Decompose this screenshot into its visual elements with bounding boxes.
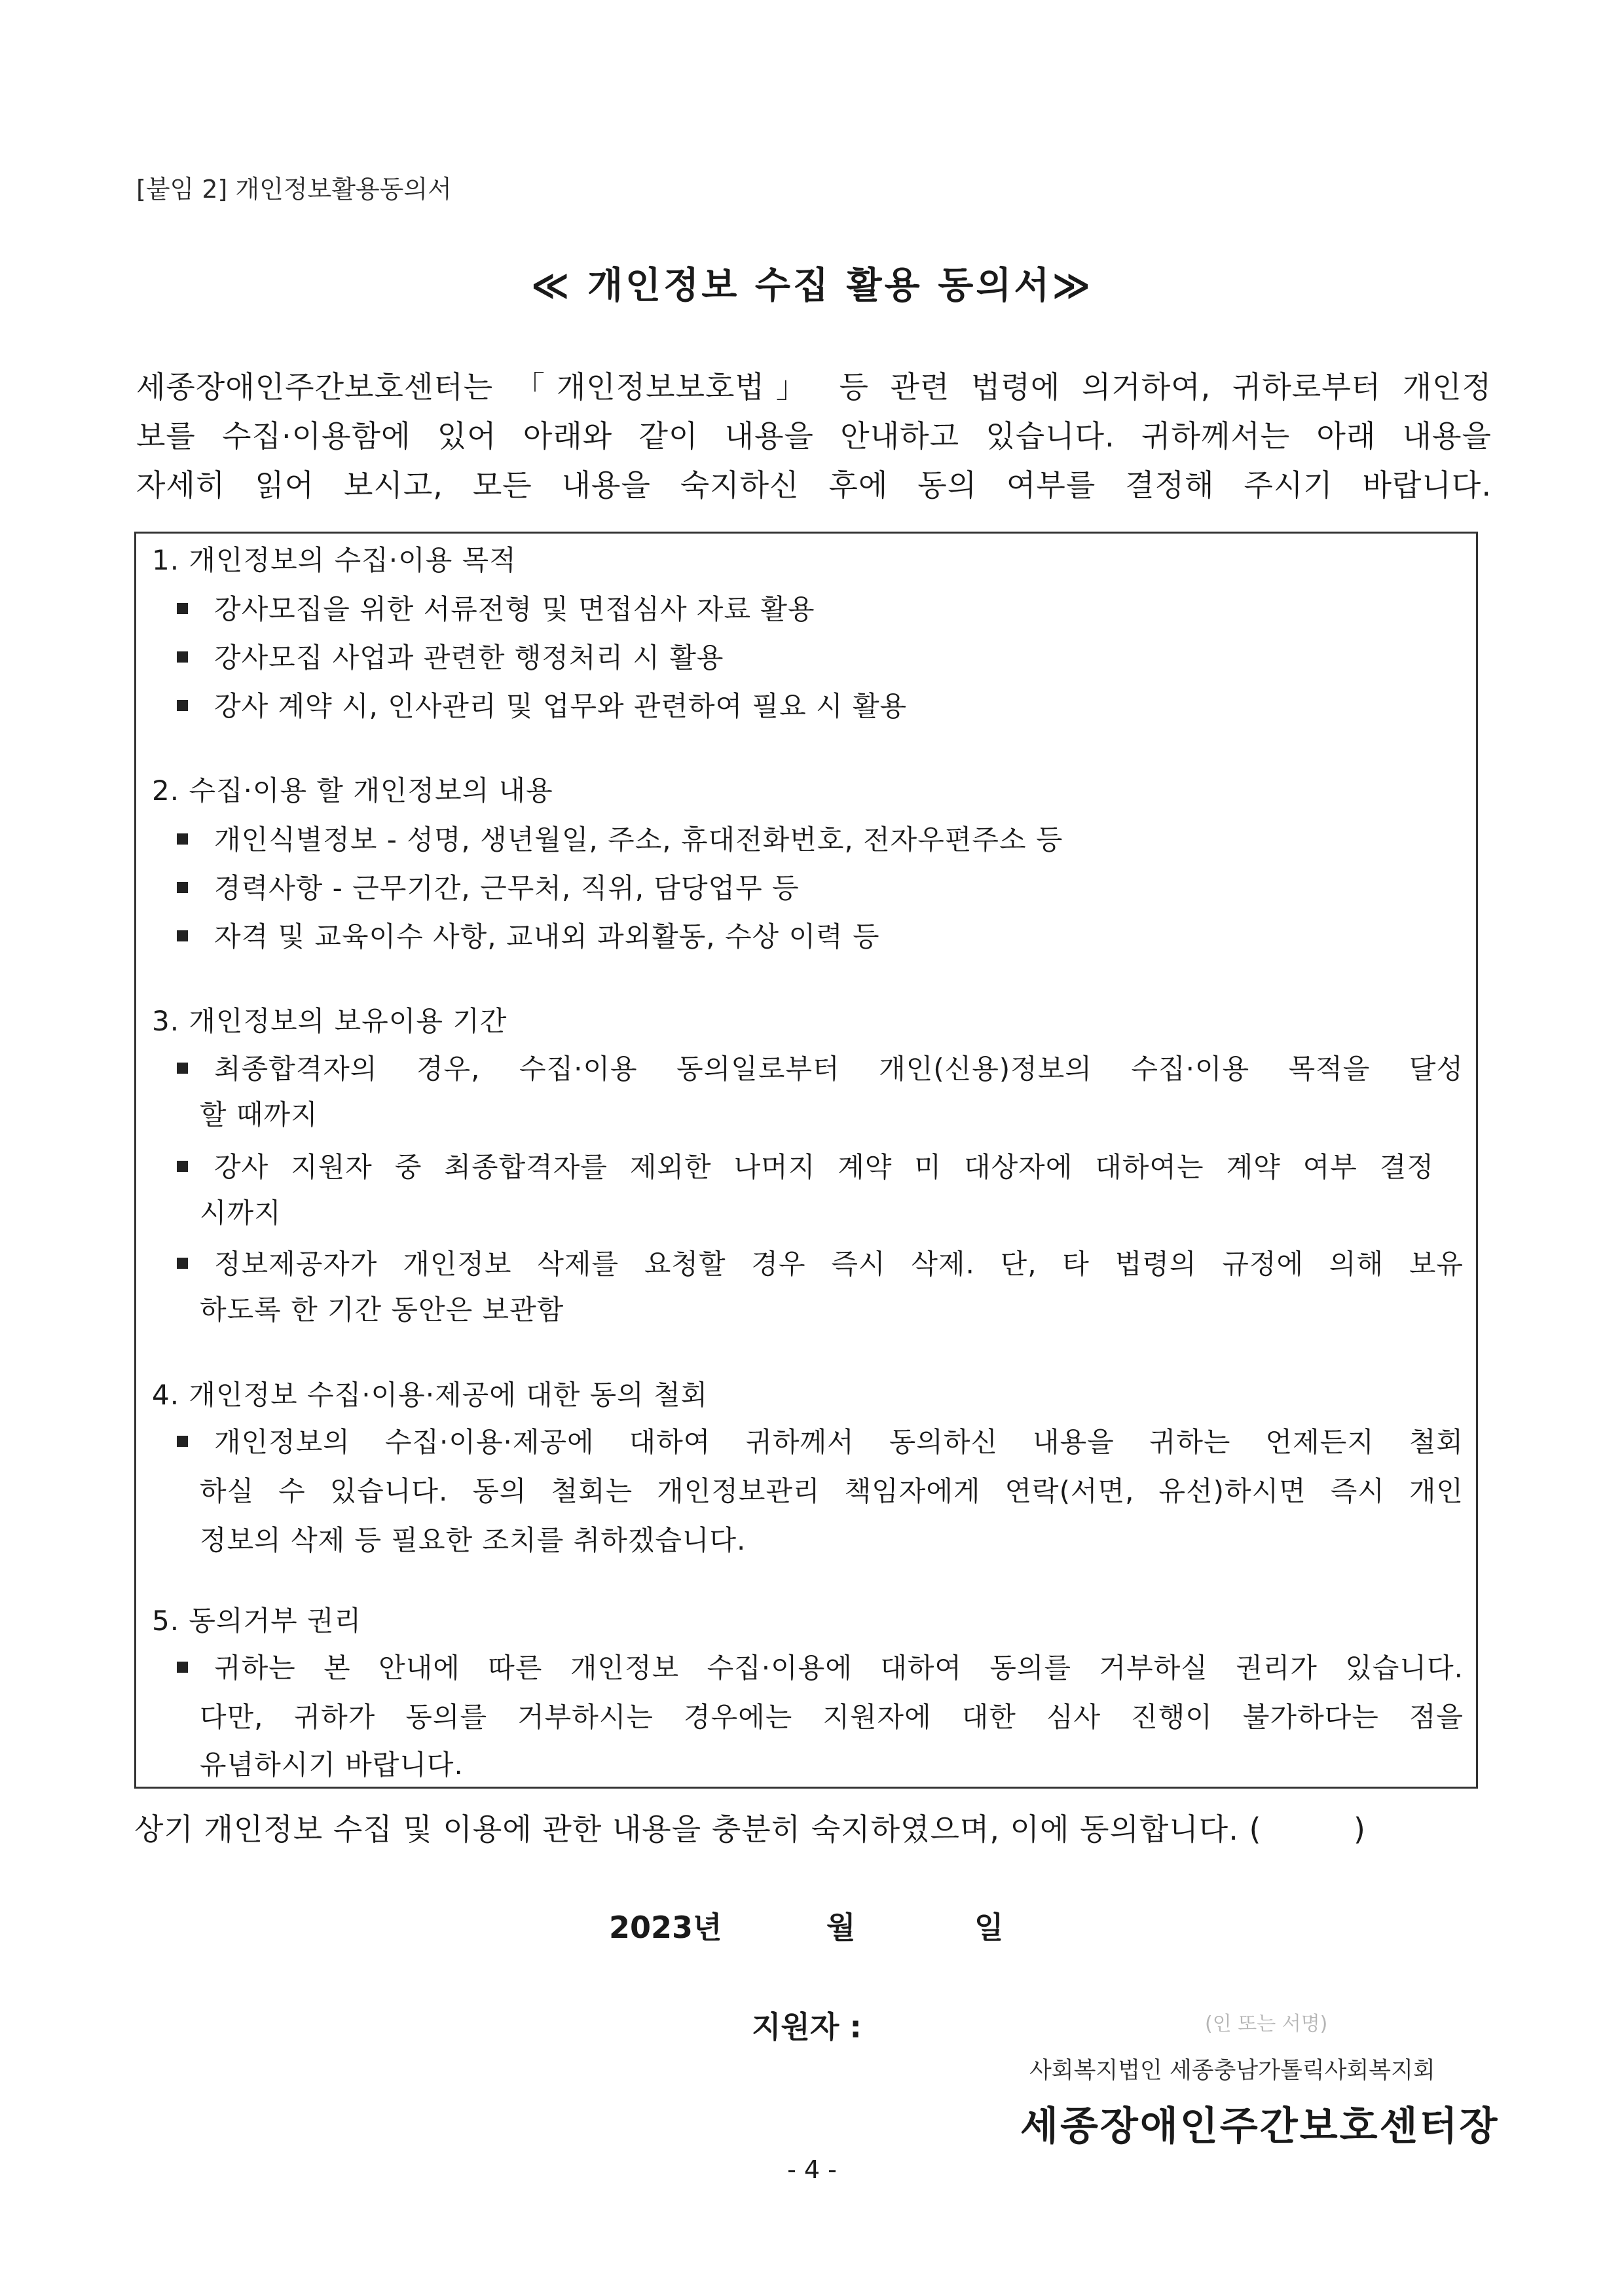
date-month: 월 — [826, 1910, 856, 1945]
section-1-heading: 1. 개인정보의 수집·이용 목적 — [152, 544, 517, 576]
date-year: 2023년 — [609, 1910, 722, 1945]
section-4-item-1-end: 정보의 삭제 등 필요한 조치를 취하겠습니다. — [200, 1524, 747, 1556]
section-3-item-3-cont: 하도록 한 기간 동안은 보관함 — [200, 1294, 564, 1326]
section-3-item-2-cont: 시까지 — [200, 1197, 282, 1229]
section-1-item-3: 강사 계약 시, 인사관리 및 업무와 관련하여 필요 시 활용 — [177, 685, 907, 724]
section-5-item-1: 귀하는 본 안내에 따른 개인정보 수집·이용에 대하여 동의를 거부하실 권리가 있습니다. — [177, 1647, 1464, 1686]
bullet-square-icon — [177, 930, 188, 941]
page-number: - 4 - — [787, 2155, 837, 2184]
section-2-item-3: 자격 및 교육이수 사항, 교내외 과외활동, 수상 이력 등 — [177, 915, 880, 955]
bullet-square-icon — [177, 603, 188, 614]
bullet-square-icon — [177, 1436, 188, 1447]
section-3-item-3: 정보제공자가 개인정보 삭제를 요청할 경우 즉시 삭제. 단, 타 법령의 규정에 의해 보유 — [177, 1243, 1464, 1282]
section-4-item-1: 개인정보의 수집·이용·제공에 대하여 귀하께서 동의하신 내용을 귀하는 언제든지 철회 — [177, 1421, 1464, 1460]
center-director: 세종장애인주간보호센터장 — [1020, 2104, 1500, 2149]
section-2-heading: 2. 수집·이용 할 개인정보의 내용 — [152, 774, 553, 807]
bullet-square-icon — [177, 1662, 188, 1673]
attachment-label: [붙임 2] 개인정보활용동의서 — [136, 175, 452, 204]
section-1-item-2: 강사모집 사업과 관련한 행정처리 시 활용 — [177, 636, 724, 676]
section-4-item-1-cont: 하실 수 있습니다. 동의 철회는 개인정보관리 책임자에게 연락(서면, 유선)하시면 즉시 개인 — [200, 1475, 1464, 1507]
intro-line-2: 보를 수집·이용함에 있어 아래와 같이 내용을 안내하고 있습니다. 귀하께서는 아래 내용을 — [136, 418, 1492, 454]
section-3-item-2: 강사 지원자 중 최종합격자를 제외한 나머지 계약 미 대상자에 대하여는 계약 여부 결정 — [177, 1146, 1434, 1185]
section-2-item-1: 개인식별정보 - 성명, 생년월일, 주소, 휴대전화번호, 전자우편주소 등 — [177, 818, 1063, 858]
date-day: 일 — [974, 1910, 1004, 1945]
section-5-item-1-cont: 다만, 귀하가 동의를 거부하시는 경우에는 지원자에 대한 심사 진행이 불가하다는 점을 — [200, 1701, 1464, 1733]
bullet-square-icon — [177, 700, 188, 711]
applicant-label: 지원자 : — [752, 2009, 862, 2045]
section-5-heading: 5. 동의거부 권리 — [152, 1605, 362, 1637]
bullet-square-icon — [177, 1161, 188, 1172]
agreement-statement: 상기 개인정보 수집 및 이용에 관한 내용을 충분히 숙지하였으며, 이에 동의합니다. ( ) — [134, 1812, 1366, 1847]
document-title: ≪ 개인정보 수집 활용 동의서≫ — [530, 264, 1094, 307]
section-1-item-1: 강사모집을 위한 서류전형 및 면접심사 자료 활용 — [177, 588, 815, 627]
section-5-item-1-end: 유념하시기 바랍니다. — [200, 1749, 464, 1781]
section-2-item-2: 경력사항 - 근무기간, 근무처, 직위, 담당업무 등 — [177, 867, 800, 906]
intro-line-3: 자세히 읽어 보시고, 모든 내용을 숙지하신 후에 동의 여부를 결정해 주시기 바랍니다. — [136, 467, 1492, 503]
section-3-heading: 3. 개인정보의 보유이용 기간 — [152, 1005, 507, 1037]
bullet-square-icon — [177, 882, 188, 893]
bullet-square-icon — [177, 1063, 188, 1074]
section-3-item-1: 최종합격자의 경우, 수집·이용 동의일로부터 개인(신용)정보의 수집·이용 목적을 달성 — [177, 1048, 1464, 1087]
section-3-item-1-cont: 할 때까지 — [200, 1099, 318, 1131]
section-4-heading: 4. 개인정보 수집·이용·제공에 대한 동의 철회 — [152, 1379, 709, 1411]
bullet-square-icon — [177, 1258, 188, 1269]
bullet-square-icon — [177, 651, 188, 663]
intro-line-1: 세종장애인주간보호센터는 「개인정보보호법」 등 관련 법령에 의거하여, 귀하로부터 개인정 — [136, 369, 1492, 405]
organization-name: 사회복지법인 세종충남가톨릭사회복지회 — [1029, 2058, 1435, 2084]
bullet-square-icon — [177, 833, 188, 845]
seal-placeholder: (인 또는 서명) — [1205, 2013, 1328, 2035]
